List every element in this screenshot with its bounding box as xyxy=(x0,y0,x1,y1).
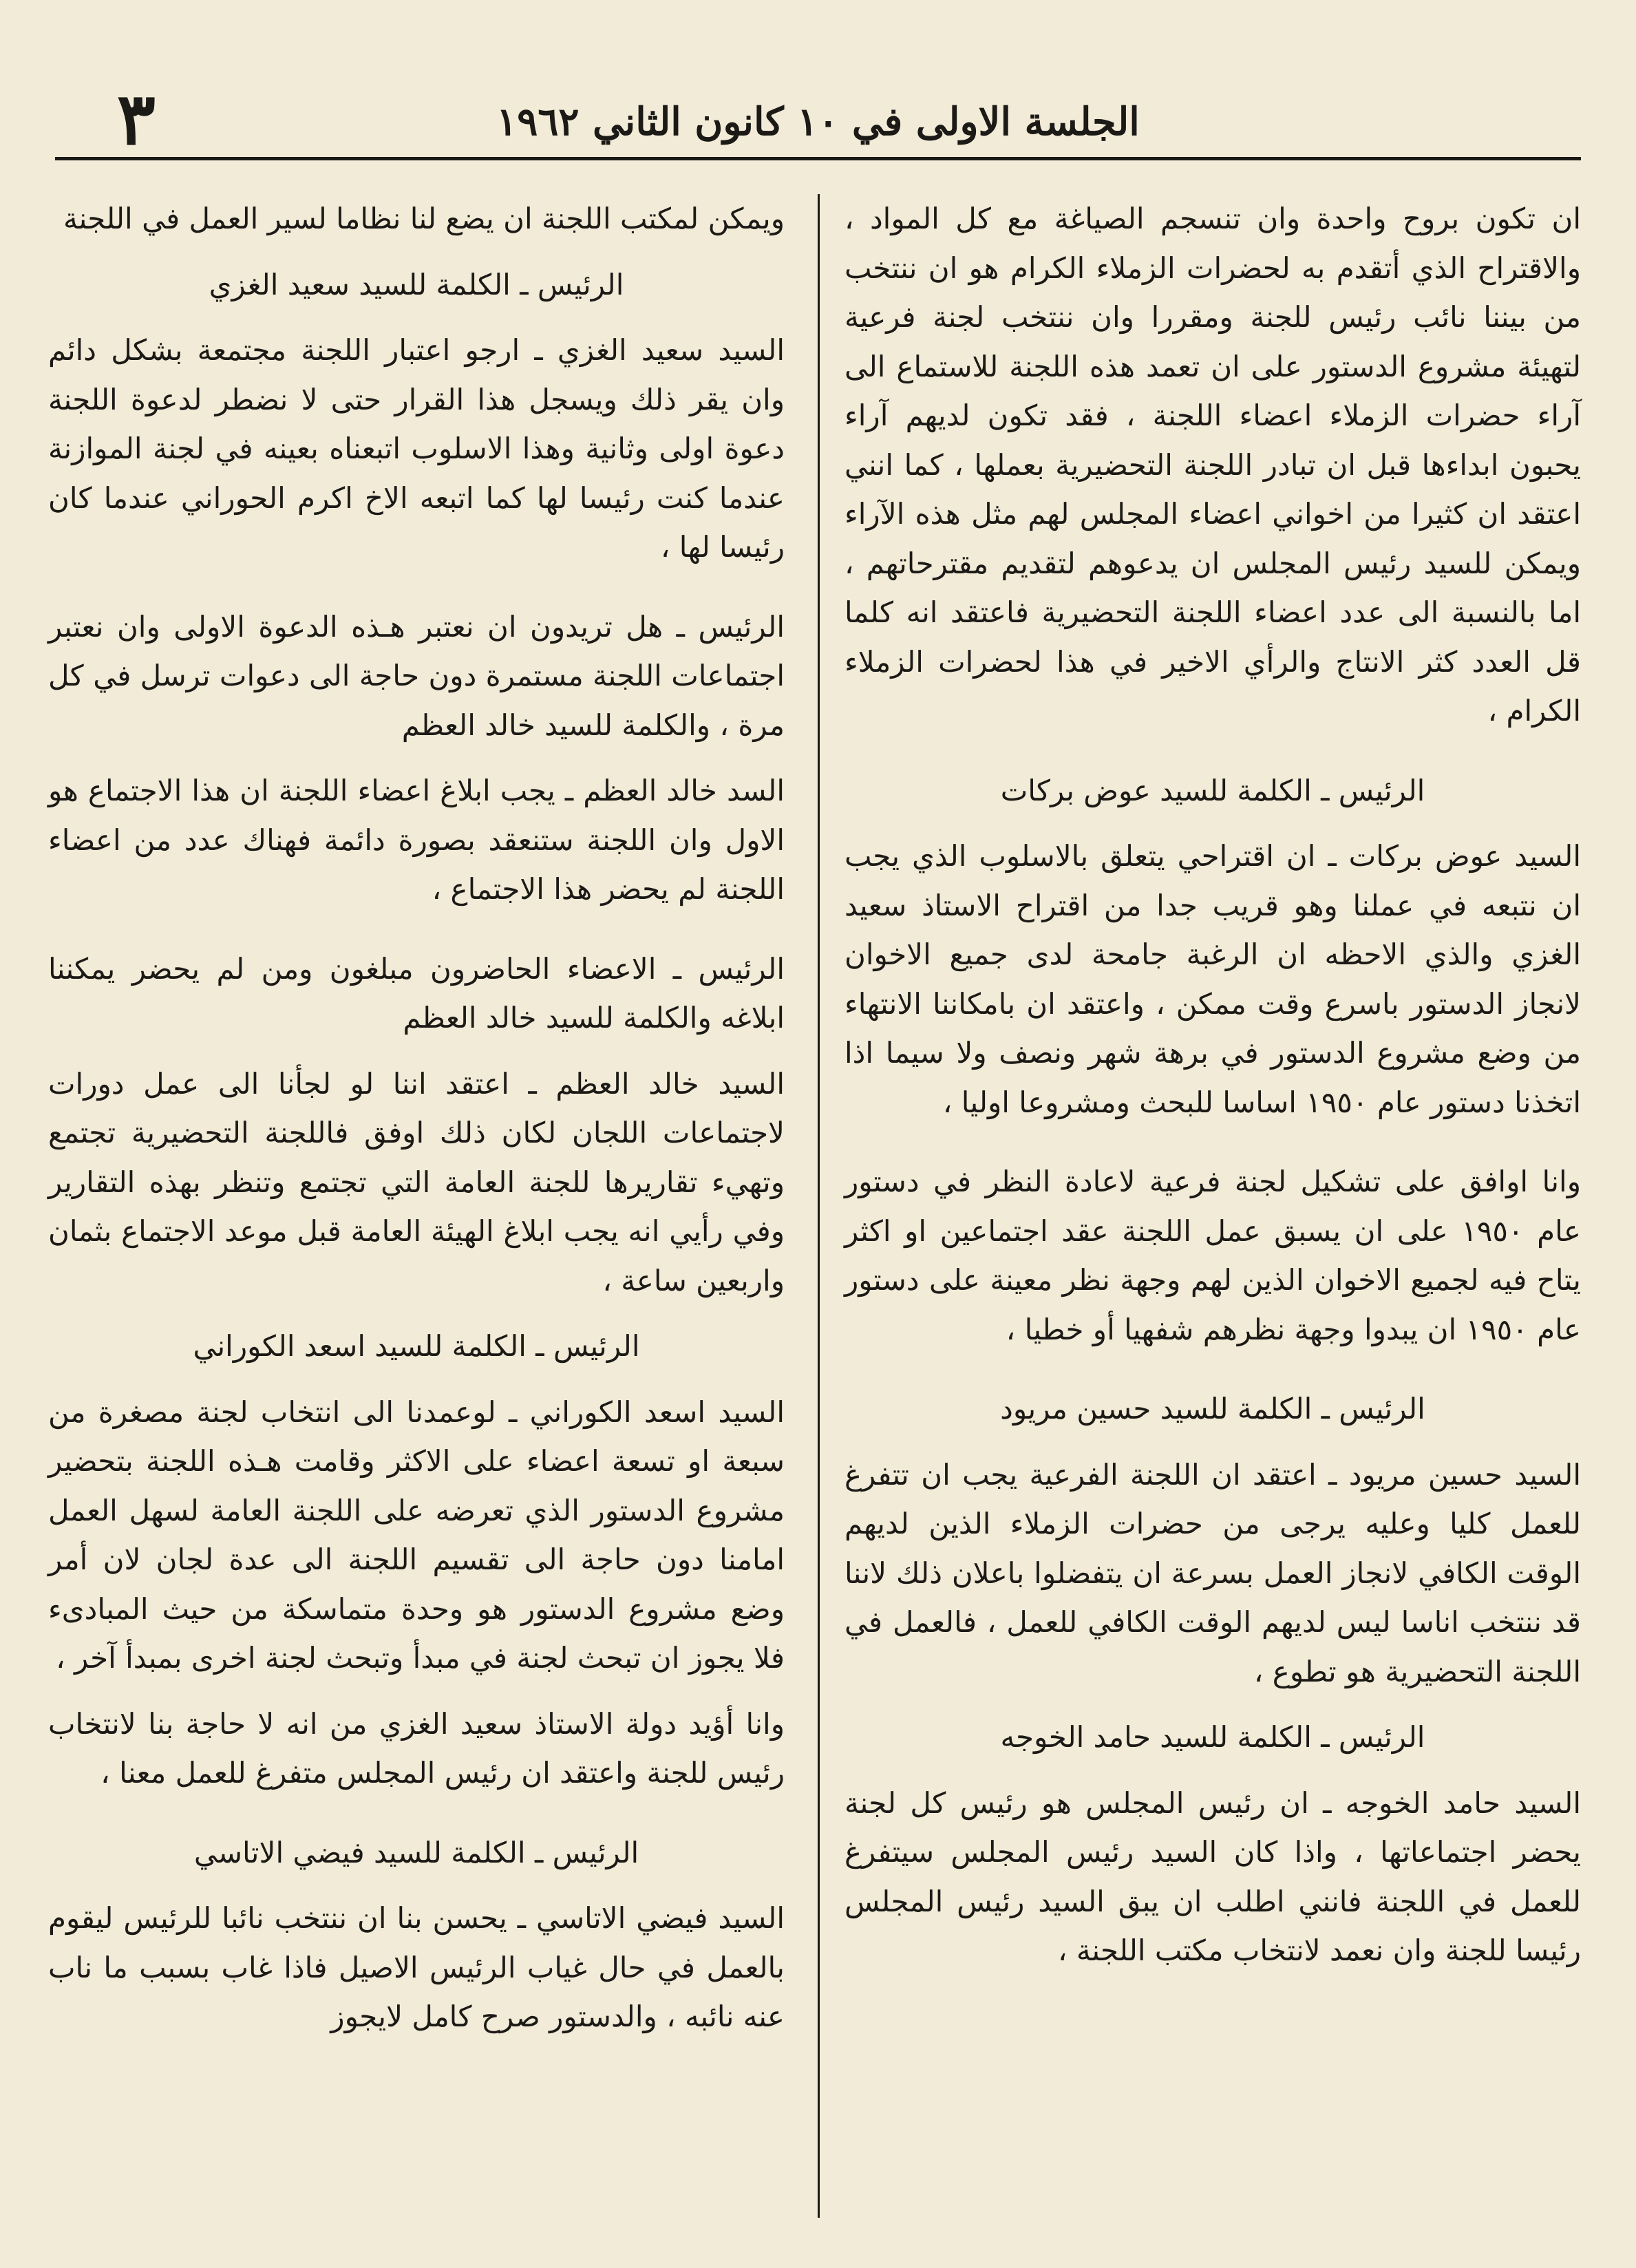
page-header xyxy=(55,76,1581,161)
paragraph: السيد اسعد الكوراني ـ لوعمدنا الى انتخاب لجنة مصغرة من سبعة او تسعة اعضاء على الاكثر وقامت هـذه اللجنة بتحضير مشروع الدستور الذي تعرضه على اللجنة العامة لسهل العمل امامنا دون حاجة الى تقسيم اللجنة الى عدة لجان لان أمر وضع مشروع الدستور هو وحدة متماسكة من حيث المبادىء فلا يجوز ان تبحث لجنة في مبدأ وتبحث لجنة اخرى بمبدأ آخر ، xyxy=(48,1395,785,1675)
speaker-announcement: الرئيس ـ الكلمة للسيد حسين مريود xyxy=(1000,1392,1425,1426)
paragraph: الرئيس ـ الاعضاء الحاضرون مبلغون ومن لم يحضر يمكننا ابلاغه والكلمة للسيد خالد العظم xyxy=(48,951,785,1035)
running-title: الجلسة الاولى في ١٠ كانون الثاني ١٩٦٢ xyxy=(496,99,1140,145)
speaker-announcement: الرئيس ـ الكلمة للسيد اسعد الكوراني xyxy=(193,1329,640,1363)
column-divider xyxy=(818,194,820,2218)
left-column xyxy=(48,194,785,2058)
header-rule xyxy=(55,157,1581,160)
paragraph: وانا اوافق على تشكيل لجنة فرعية لاعادة النظر في دستور عام ١٩٥٠ على ان يسبق عمل اللجنة عقد اجتماعين او اكثر يتاح فيه لجميع الاخوان الذين لهم وجهة نظر معينة على دستور عام ١٩٥٠ ان يبدوا وجهة نظرهم شفهيا أو خطيا ، xyxy=(844,1165,1581,1346)
paragraph: السد خالد العظم ـ يجب ابلاغ اعضاء اللجنة ان هذا الاجتماع هو الاول وان اللجنة ستنعقد بصورة دائمة فهناك عدد من اعضاء اللجنة لم يحضر هذا الاجتماع ، xyxy=(48,774,785,906)
speaker-announcement: الرئيس ـ الكلمة للسيد فيضي الاتاسي xyxy=(193,1835,639,1869)
speaker-announcement: الرئيس ـ الكلمة للسيد عوض بركات xyxy=(1000,773,1425,807)
paragraph: ان تكون بروح واحدة وان تنسجم الصياغة مع كل المواد ، والاقتراح الذي أتقدم به لحضرات الزملاء الكرام هو ان ننتخب من بيننا نائب رئيس للجنة ومقررا وان ننتخب لجنة فرعية لتهيئة مشروع الدستور على ان تعمد هذه اللجنة للاستماع الى آراء حضرات الزملاء اعضاء اللجنة ، فقد تكون لديهم آراء يحبون ابداءها قبل ان تبادر اللجنة التحضيرية بعملها ، كما انني اعتقد ان كثيرا من اخواني اعضاء المجلس لهم مثل هذه الآراء ويمكن للسيد رئيس المجلس ان يدعوهم لتقديم مقترحاتهم ، اما بالنسبة الى عدد اعضاء اللجنة التحضيرية فاعتقد انه كلما قل العدد كثر الانتاج والرأي الاخير في هذا لحضرات الزملاء الكرام ، xyxy=(844,202,1581,728)
page-number: ٣ xyxy=(117,76,156,161)
speaker-announcement: الرئيس ـ الكلمة للسيد سعيد الغزي xyxy=(209,267,624,301)
paragraph: السيد خالد العظم ـ اعتقد اننا لو لجأنا الى عمل دورات لاجتماعات اللجان لكان ذلك اوفق فاللجنة التحضيرية تجتمع وتهيء تقاريرها للجنة العامة التي تجتمع وتنظر بهذه التقارير وفي رأيي انه يجب ابلاغ الهيئة العامة قبل موعد الاجتماع بثمان واربعين ساعة ، xyxy=(48,1066,785,1297)
paragraph: ويمكن لمكتب اللجنة ان يضع لنا نظاما لسير العمل في اللجنة xyxy=(63,202,785,235)
paragraph: الرئيس ـ هل تريدون ان نعتبر هـذه الدعوة الاولى وان نعتبر اجتماعات اللجنة مستمرة دون حاجة الى دعوات ترسل في كل مرة ، والكلمة للسيد خالد العظم xyxy=(48,609,785,742)
paragraph: السيد حسين مريود ـ اعتقد ان اللجنة الفرعية يجب ان تتفرغ للعمل كليا وعليه يرجى من حضرات الزملاء الذين لديهم الوقت الكافي لانجاز العمل بسرعة ان يتفضلوا باعلان ذلك لاننا قد ننتخب اناسا ليس لديهم الوقت الكافي للعمل ، فالعمل في اللجنة التحضيرية هو تطوع ، xyxy=(844,1457,1581,1688)
paragraph: السيد عوض بركات ـ ان اقتراحي يتعلق بالاسلوب الذي يجب ان نتبعه في عملنا وهو قريب جدا من اقتراح الاستاذ سعيد الغزي والذي الاحظه ان الرغبة جامحة لدى جميع الاخوان لانجاز الدستور باسرع وقت ممكن ، واعتقد ان بامكاننا الانتهاء من وضع مشروع الدستور في برهة شهر ونصف ولا سيما اذا اتخذنا دستور عام ١٩٥٠ اساسا للبحث ومشروعا اوليا ، xyxy=(844,839,1581,1119)
paragraph: السيد فيضي الاتاسي ـ يحسن بنا ان ننتخب نائبا للرئيس ليقوم بالعمل في حال غياب الرئيس الاصيل فاذا غاب بسبب ما ناب عنه نائبه ، والدستور صرح كامل لايجوز xyxy=(48,1901,785,2033)
speaker-announcement: الرئيس ـ الكلمة للسيد حامد الخوجه xyxy=(1000,1720,1425,1754)
paragraph: وانا أؤيد دولة الاستاذ سعيد الغزي من انه لا حاجة بنا لانتخاب رئيس للجنة واعتقد ان رئيس المجلس متفرغ للعمل معنا ، xyxy=(48,1706,785,1790)
right-column xyxy=(844,194,1581,1992)
paragraph: السيد حامد الخوجه ـ ان رئيس المجلس هو رئيس كل لجنة يحضر اجتماعاتها ، واذا كان السيد رئيس المجلس سيتفرغ للعمل في اللجنة فانني اطلب ان يبق السيد رئيس المجلس رئيسا للجنة وان نعمد لانتخاب مكتب اللجنة ، xyxy=(844,1785,1581,1967)
paragraph: السيد سعيد الغزي ـ ارجو اعتبار اللجنة مجتمعة بشكل دائم وان يقر ذلك ويسجل هذا القرار حتى لا نضطر لدعوة اللجنة دعوة اولى وثانية وهذا الاسلوب اتبعناه بعينه في لجنة الموازنة عندما كنت رئيسا لها كما اتبعه الاخ اكرم الحوراني عندما كان رئيسا لها ، xyxy=(48,333,785,564)
